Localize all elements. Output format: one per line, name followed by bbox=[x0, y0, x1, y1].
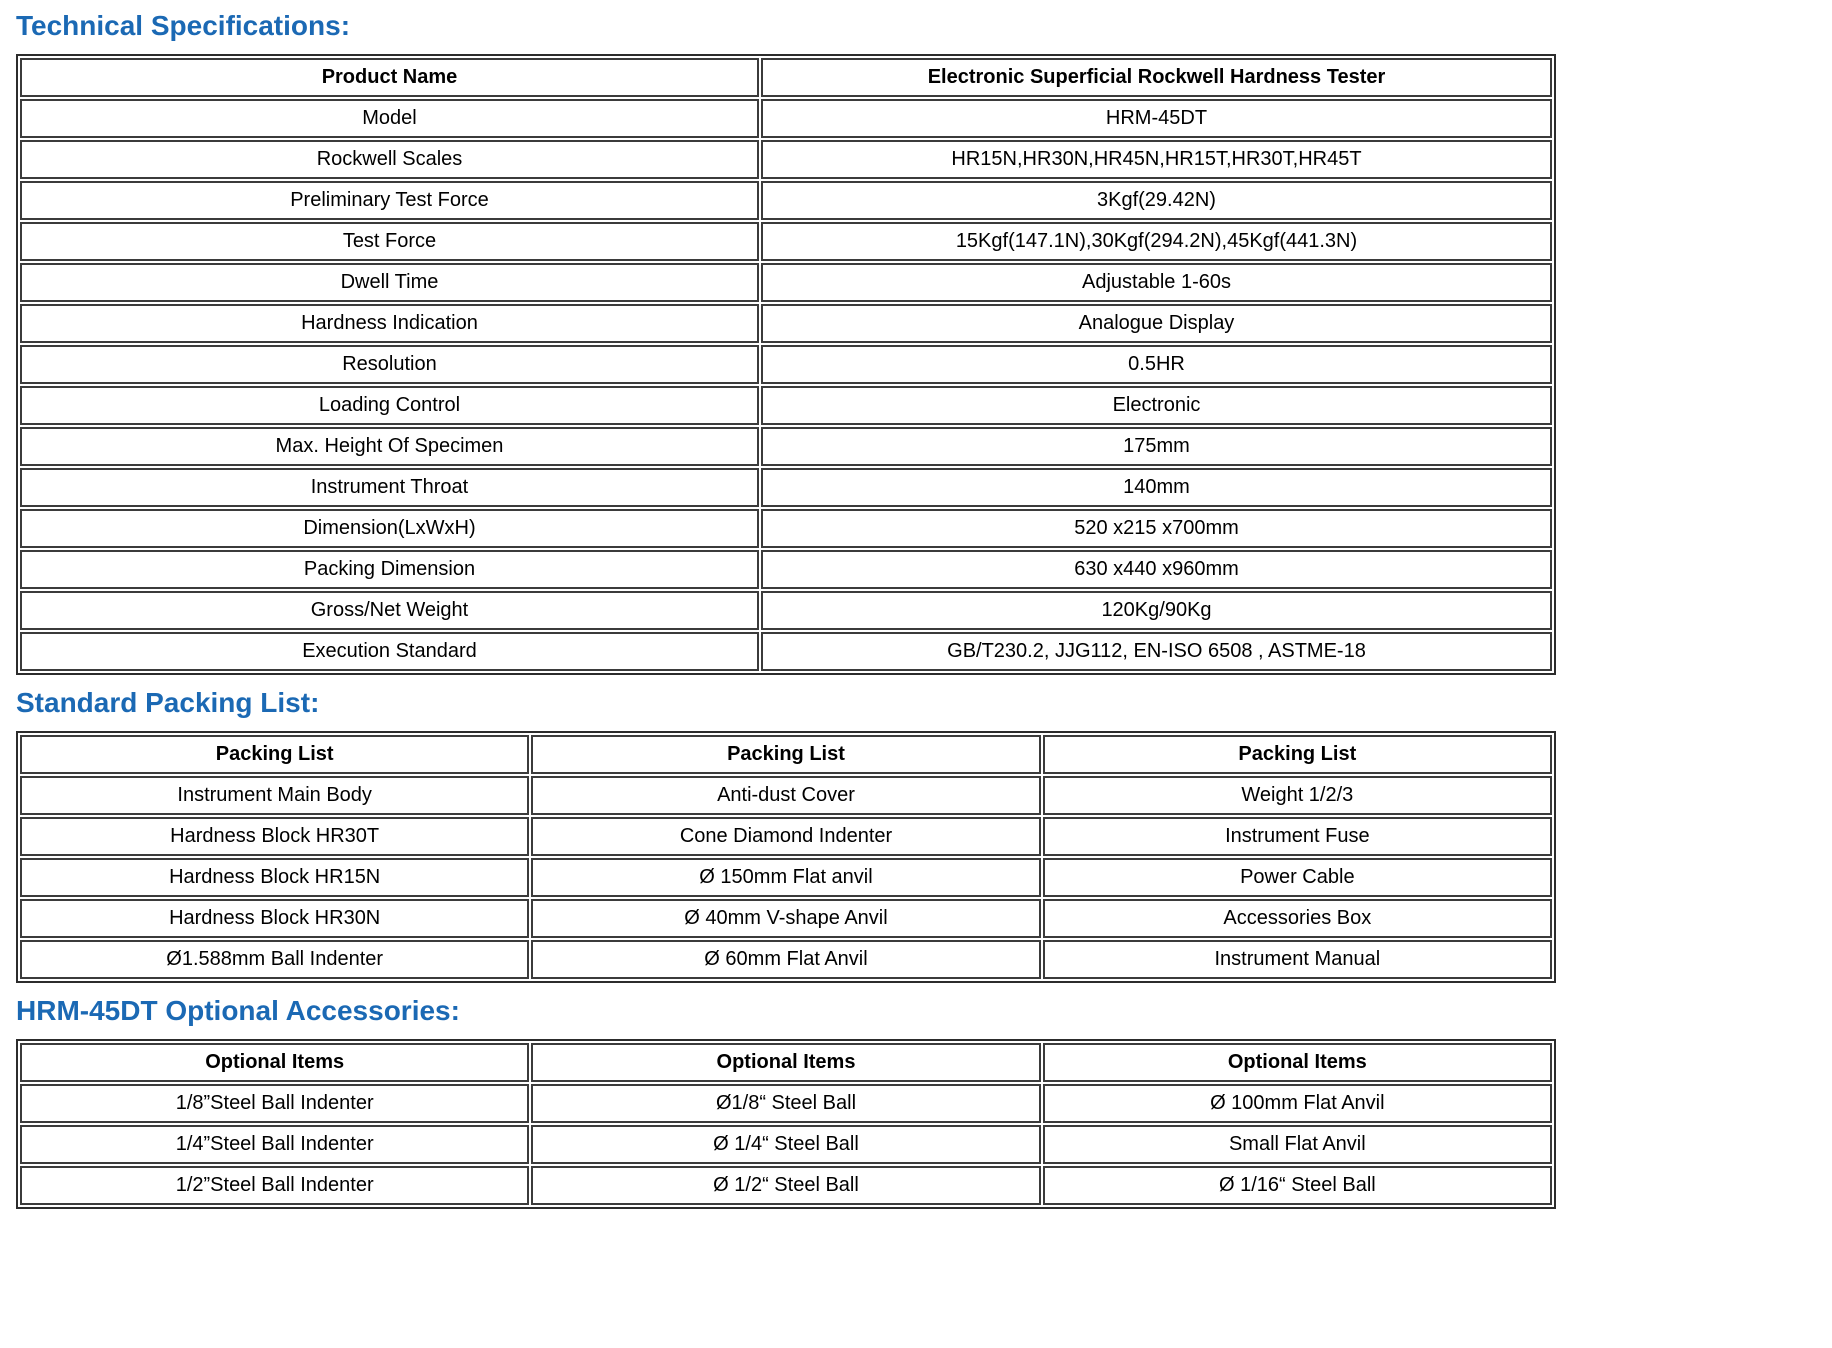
optional-item: Ø 1/2“ Steel Ball bbox=[531, 1166, 1040, 1205]
table-row bbox=[20, 468, 1552, 507]
spec-label: Dwell Time bbox=[20, 263, 759, 302]
table-row bbox=[20, 386, 1552, 425]
optional-item: Small Flat Anvil bbox=[1043, 1125, 1552, 1164]
spec-label: Preliminary Test Force bbox=[20, 181, 759, 220]
spec-label: Loading Control bbox=[20, 386, 759, 425]
table-row bbox=[20, 140, 1552, 179]
table-header-row bbox=[20, 58, 1552, 97]
technical-specifications-table bbox=[16, 54, 1556, 675]
spec-value: 175mm bbox=[761, 427, 1552, 466]
spec-label: Gross/Net Weight bbox=[20, 591, 759, 630]
packing-item: Power Cable bbox=[1043, 858, 1552, 897]
spec-label: Hardness Indication bbox=[20, 304, 759, 343]
table-row bbox=[20, 1084, 1552, 1123]
packing-item: Ø 40mm V-shape Anvil bbox=[531, 899, 1040, 938]
spec-label: Rockwell Scales bbox=[20, 140, 759, 179]
packing-item: Hardness Block HR30N bbox=[20, 899, 529, 938]
optional-item: 1/2”Steel Ball Indenter bbox=[20, 1166, 529, 1205]
table-row bbox=[20, 632, 1552, 671]
packing-item: Instrument Fuse bbox=[1043, 817, 1552, 856]
table-row bbox=[20, 345, 1552, 384]
table-row bbox=[20, 99, 1552, 138]
spec-value: 630 x440 x960mm bbox=[761, 550, 1552, 589]
table-row bbox=[20, 899, 1552, 938]
spec-value: Adjustable 1-60s bbox=[761, 263, 1552, 302]
optional-header: Optional Items bbox=[531, 1043, 1040, 1082]
technical-specifications-heading: Technical Specifications: bbox=[16, 10, 351, 41]
table-row bbox=[20, 181, 1552, 220]
spec-header-label: Product Name bbox=[20, 58, 759, 97]
packing-item: Weight 1/2/3 bbox=[1043, 776, 1552, 815]
spec-label: Packing Dimension bbox=[20, 550, 759, 589]
table-row bbox=[20, 1166, 1552, 1205]
spec-value: 3Kgf(29.42N) bbox=[761, 181, 1552, 220]
table-row bbox=[20, 858, 1552, 897]
optional-item: Ø 1/4“ Steel Ball bbox=[531, 1125, 1040, 1164]
spec-value: 140mm bbox=[761, 468, 1552, 507]
spec-label: Execution Standard bbox=[20, 632, 759, 671]
spec-value: GB/T230.2, JJG112, EN-ISO 6508 , ASTME-18 bbox=[761, 632, 1552, 671]
spec-label: Instrument Throat bbox=[20, 468, 759, 507]
spec-label: Resolution bbox=[20, 345, 759, 384]
table-row bbox=[20, 817, 1552, 856]
table-header-row bbox=[20, 735, 1552, 774]
table-row bbox=[20, 940, 1552, 979]
packing-item: Ø 150mm Flat anvil bbox=[531, 858, 1040, 897]
optional-item: 1/8”Steel Ball Indenter bbox=[20, 1084, 529, 1123]
standard-packing-list-heading: Standard Packing List: bbox=[16, 687, 320, 718]
packing-item: Instrument Main Body bbox=[20, 776, 529, 815]
optional-accessories-table bbox=[16, 1039, 1556, 1209]
packing-header: Packing List bbox=[531, 735, 1040, 774]
table-row bbox=[20, 263, 1552, 302]
optional-item: Ø1/8“ Steel Ball bbox=[531, 1084, 1040, 1123]
optional-header: Optional Items bbox=[20, 1043, 529, 1082]
spec-value: 15Kgf(147.1N),30Kgf(294.2N),45Kgf(441.3N) bbox=[761, 222, 1552, 261]
table-header-row bbox=[20, 1043, 1552, 1082]
spec-value: 120Kg/90Kg bbox=[761, 591, 1552, 630]
spec-label: Model bbox=[20, 99, 759, 138]
optional-header: Optional Items bbox=[1043, 1043, 1552, 1082]
spec-header-value: Electronic Superficial Rockwell Hardness Tester bbox=[761, 58, 1552, 97]
spec-value: 0.5HR bbox=[761, 345, 1552, 384]
spec-value: 520 x215 x700mm bbox=[761, 509, 1552, 548]
table-row bbox=[20, 304, 1552, 343]
table-row bbox=[20, 427, 1552, 466]
optional-item: Ø 1/16“ Steel Ball bbox=[1043, 1166, 1552, 1205]
spec-value: HRM-45DT bbox=[761, 99, 1552, 138]
packing-item: Accessories Box bbox=[1043, 899, 1552, 938]
packing-header: Packing List bbox=[1043, 735, 1552, 774]
optional-item: 1/4”Steel Ball Indenter bbox=[20, 1125, 529, 1164]
table-row bbox=[20, 1125, 1552, 1164]
spec-value: HR15N,HR30N,HR45N,HR15T,HR30T,HR45T bbox=[761, 140, 1552, 179]
packing-item: Hardness Block HR15N bbox=[20, 858, 529, 897]
spec-label: Test Force bbox=[20, 222, 759, 261]
packing-item: Ø 60mm Flat Anvil bbox=[531, 940, 1040, 979]
spec-label: Max. Height Of Specimen bbox=[20, 427, 759, 466]
optional-item: Ø 100mm Flat Anvil bbox=[1043, 1084, 1552, 1123]
spec-value: Analogue Display bbox=[761, 304, 1552, 343]
spec-label: Dimension(LxWxH) bbox=[20, 509, 759, 548]
table-row bbox=[20, 776, 1552, 815]
packing-item: Cone Diamond Indenter bbox=[531, 817, 1040, 856]
spec-value: Electronic bbox=[761, 386, 1552, 425]
table-row bbox=[20, 509, 1552, 548]
table-row bbox=[20, 550, 1552, 589]
table-row bbox=[20, 222, 1552, 261]
packing-item: Hardness Block HR30T bbox=[20, 817, 529, 856]
packing-item: Instrument Manual bbox=[1043, 940, 1552, 979]
packing-header: Packing List bbox=[20, 735, 529, 774]
packing-item: Ø1.588mm Ball Indenter bbox=[20, 940, 529, 979]
table-row bbox=[20, 591, 1552, 630]
packing-item: Anti-dust Cover bbox=[531, 776, 1040, 815]
optional-accessories-heading: HRM-45DT Optional Accessories: bbox=[16, 995, 460, 1026]
standard-packing-list-table bbox=[16, 731, 1556, 983]
